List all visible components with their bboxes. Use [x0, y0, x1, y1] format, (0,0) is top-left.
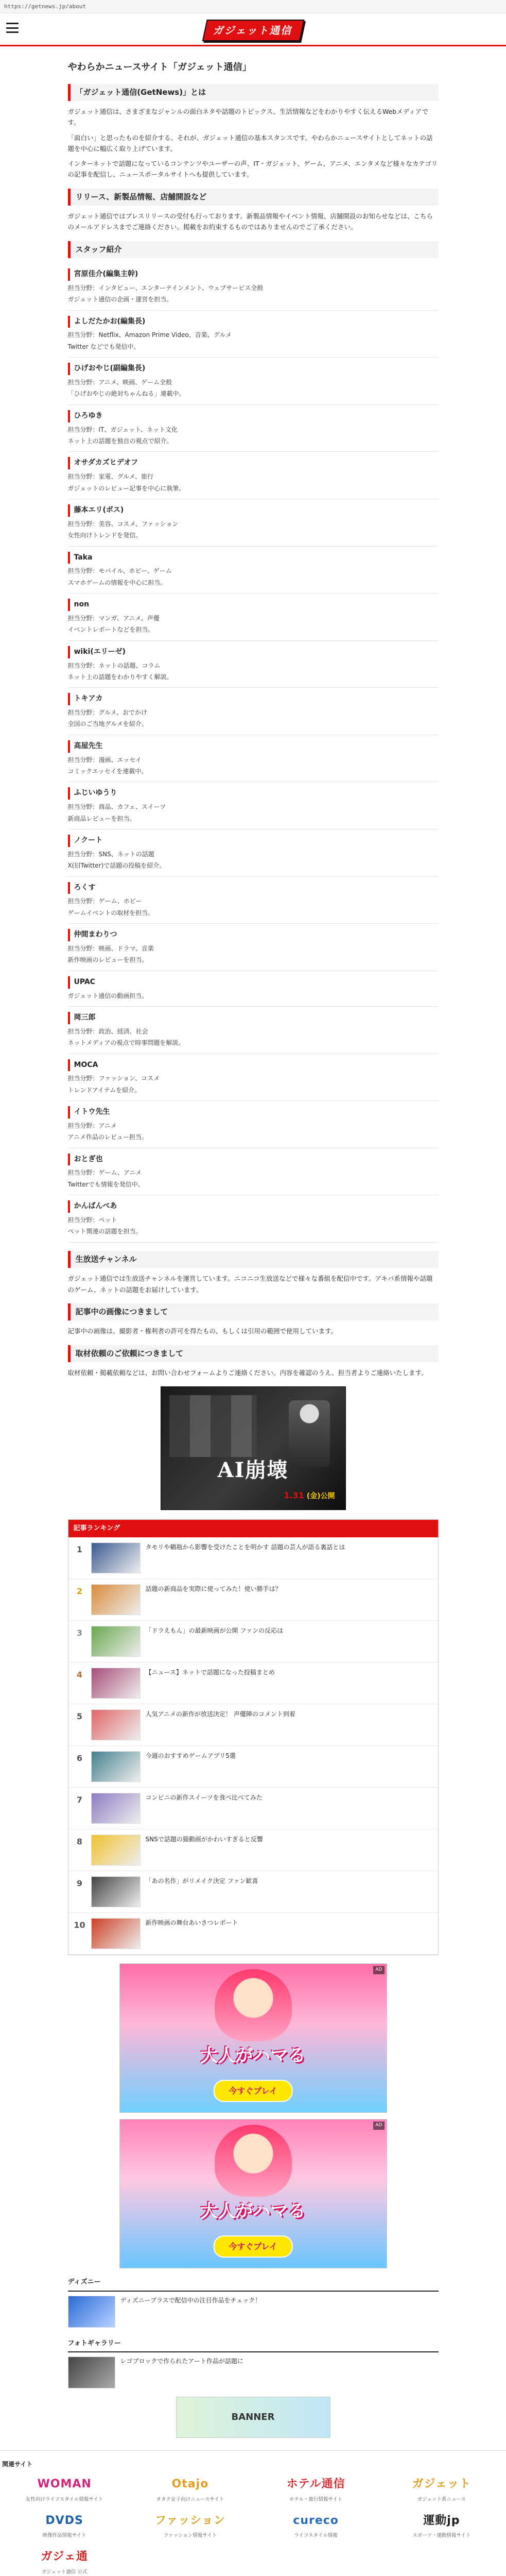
- ranking-number: 3: [76, 1628, 83, 1638]
- photo-gallery-item[interactable]: [68, 2357, 439, 2388]
- staff-description: 女性向けトレンドを発信。: [67, 532, 142, 539]
- staff-name[interactable]: おとぎ也: [68, 1154, 439, 1166]
- ranking-thumbnail: [91, 1835, 141, 1866]
- staff-name[interactable]: 高屋先生: [68, 740, 439, 753]
- staff-description: ペット関連の話題を担当。: [67, 1228, 142, 1235]
- ranking-thumbnail: [91, 1918, 141, 1949]
- staff-description: スマホゲームの情報を中心に担当。: [67, 579, 167, 586]
- ad-character-image: [215, 1969, 292, 2041]
- staff-description: ネット上の話題を独自の視点で紹介。: [67, 437, 173, 445]
- network-site-logo: 運動jp: [423, 2514, 460, 2527]
- staff-profile: [68, 263, 439, 311]
- network-site[interactable]: [6, 2511, 123, 2539]
- network-site[interactable]: [258, 2511, 374, 2539]
- staff-description: 担当分野：ゲーム、アニメ: [67, 1169, 142, 1177]
- staff-description: ガジェットのレビュー記事を中心に執筆。: [67, 484, 185, 492]
- ranking-title: 人気アニメの新作が放送決定！ 声優陣のコメント到着: [145, 1710, 295, 1718]
- ranking-title: 新作映画の舞台あいさつレポート: [145, 1919, 238, 1927]
- ranking-box: [68, 1519, 439, 1955]
- staff-name[interactable]: Taka: [68, 552, 439, 564]
- ranking-title: 今週のおすすめゲームアプリ5選: [145, 1752, 236, 1760]
- staff-profile: [68, 971, 439, 1007]
- ranking-number: 6: [76, 1753, 83, 1764]
- staff-name[interactable]: オサダカズヒデオフ: [68, 457, 439, 469]
- page-title: やわらかニュースサイト「ガジェット通信」: [67, 62, 252, 73]
- staff-description: 担当分野：ネットの話題、コラム: [67, 662, 161, 669]
- ranking-list: [68, 1537, 438, 1955]
- network-site-description: オタク女子向けニュースサイト: [156, 2497, 224, 2503]
- disney-heading: ディズニー: [68, 2275, 439, 2291]
- channel-paragraph: ガジェット通信では生放送チャンネルを運営しています。ニコニコ生放送などで様々な番組を配信中です。アキバ系情報や話題のゲーム、ネットの話題をお届けしています。: [67, 1275, 433, 1294]
- banner-date-suffix: (金)公開: [306, 1492, 335, 1500]
- about-paragraph: ガジェット通信は、さまざまなジャンルの面白ネタや話題のトピックス、生活情報などをわかりやすく伝えるWebメディアです。: [67, 108, 429, 127]
- staff-description: 担当分野：ペット: [67, 1216, 117, 1224]
- ranking-thumbnail: [91, 1626, 141, 1657]
- ranking-item[interactable]: [68, 1829, 438, 1871]
- banner-cast-image: [169, 1395, 257, 1457]
- photo-gallery-heading: フォトギャラリー: [68, 2336, 439, 2352]
- ranking-thumbnail: [91, 1668, 141, 1699]
- ranking-number: 10: [74, 1920, 85, 1930]
- network-grid: [0, 2475, 506, 2576]
- staff-name[interactable]: よしだたかお(編集長): [68, 316, 439, 328]
- staff-name[interactable]: 宮原佳介(編集主幹): [68, 268, 439, 281]
- network-site-description: 女性向けライフスタイル情報サイト: [26, 2497, 103, 2503]
- staff-profile: [68, 358, 439, 405]
- staff-profile: [68, 594, 439, 641]
- staff-name[interactable]: 仲間まわりつ: [68, 929, 439, 941]
- staff-profile: [68, 688, 439, 735]
- staff-description: 全国のご当地グルメを紹介。: [67, 720, 148, 728]
- ranking-item[interactable]: [68, 1746, 438, 1788]
- ad-label: AD: [373, 1966, 384, 1974]
- staff-description: コミックエッセイを連載中。: [67, 768, 148, 775]
- menu-icon[interactable]: [6, 23, 19, 33]
- network-site-logo: Otajo: [171, 2478, 209, 2491]
- staff-name[interactable]: non: [68, 599, 439, 611]
- staff-description: 担当分野：インタビュー、エンターテインメント、ウェブサービス全般: [67, 284, 264, 292]
- staff-description: 新商品レビューを担当。: [67, 815, 136, 822]
- staff-description: アニメ作品のレビュー担当。: [67, 1133, 148, 1141]
- ranking-number: 8: [76, 1837, 83, 1847]
- network-sites: [0, 2450, 506, 2576]
- network-site-description: ガジェット通信 公式: [41, 2569, 88, 2575]
- small-banner[interactable]: BANNER: [176, 2397, 330, 2438]
- section-images-heading: 記事中の画像につきまして: [68, 1303, 439, 1321]
- staff-description: Twitter などでも発信中。: [67, 343, 140, 350]
- staff-description: 「ひげおやじの絶対ちゃんねる」連載中。: [67, 390, 185, 398]
- disney-item-text: ディズニープラスで配信中の注目作品をチェック！: [120, 2296, 261, 2304]
- ad-cta-button[interactable]: 今すぐプレイ: [213, 2080, 293, 2102]
- staff-description: 担当分野：家電、グルメ、旅行: [67, 473, 154, 481]
- ranking-item[interactable]: [68, 1913, 438, 1955]
- ad-cta-button[interactable]: 今すぐプレイ: [213, 2235, 293, 2258]
- disney-item[interactable]: [68, 2296, 439, 2328]
- photo-gallery-thumbnail: [68, 2357, 115, 2388]
- ranking-number: 9: [76, 1878, 83, 1889]
- ranking-thumbnail: [91, 1793, 141, 1824]
- photo-gallery-box: [68, 2336, 439, 2388]
- network-site-logo: ガジェ通: [41, 2550, 88, 2563]
- ranking-title: タモリや鶴瓶から影響を受けたことを明かす 話題の芸人が語る裏話とは: [145, 1544, 345, 1551]
- ranking-thumbnail: [91, 1543, 141, 1573]
- staff-name[interactable]: MOCA: [68, 1059, 439, 1072]
- ranking-thumbnail: [91, 1876, 141, 1907]
- ranking-number: 1: [76, 1545, 83, 1555]
- network-site-description: 映像作品情報サイト: [42, 2533, 86, 2539]
- staff-description: 担当分野：映画、ドラマ、音楽: [67, 944, 154, 952]
- staff-name[interactable]: トキアカ: [68, 693, 439, 705]
- section-contact-heading: 取材依頼のご依頼につきまして: [68, 1345, 439, 1363]
- banner-title: AI崩壊: [217, 1458, 289, 1483]
- staff-name[interactable]: UPAC: [68, 976, 439, 989]
- images-paragraph: 記事中の画像は、撮影者・権利者の許可を得たもの、もしくは引用の範囲で使用しています。: [67, 1327, 338, 1335]
- staff-profile: [68, 641, 439, 688]
- staff-profile: [68, 405, 439, 452]
- staff-profile: [68, 499, 439, 547]
- ad-banner[interactable]: [119, 1963, 387, 2113]
- section-staff-heading: スタッフ紹介: [68, 241, 439, 259]
- ranking-title: コンビニの新作スイーツを食べ比べてみた: [145, 1794, 263, 1802]
- disney-thumbnail: [68, 2296, 115, 2328]
- ranking-title: 「あの名作」がリメイク決定 ファン歓喜: [145, 1877, 258, 1885]
- network-site[interactable]: [383, 2475, 500, 2503]
- staff-description: ゲームイベントの取材を担当。: [67, 909, 154, 917]
- staff-description: 担当分野：商品、カフェ、スイーツ: [67, 803, 166, 811]
- url-bar[interactable]: https://getnews.jp/about: [0, 0, 506, 13]
- ranking-number: 7: [76, 1795, 83, 1805]
- staff-profile: [68, 1195, 439, 1243]
- staff-name[interactable]: イトウ先生: [68, 1106, 439, 1118]
- network-site[interactable]: [6, 2475, 123, 2503]
- staff-profile: [68, 1101, 439, 1148]
- staff-description: X(旧Twitter)で話題の投稿を紹介。: [67, 862, 166, 870]
- ad-title: 大人がハマる: [200, 2045, 306, 2066]
- staff-profile: [68, 877, 439, 924]
- network-site[interactable]: [132, 2511, 248, 2539]
- network-site[interactable]: [383, 2511, 500, 2539]
- ranking-item[interactable]: [68, 1663, 438, 1704]
- staff-description: 担当分野：Netflix、Amazon Prime Video、音楽、グルメ: [67, 331, 232, 339]
- staff-profile: [68, 1054, 439, 1101]
- ranking-number: 5: [76, 1711, 83, 1722]
- ranking-number: 4: [76, 1670, 83, 1680]
- staff-profile: [68, 452, 439, 499]
- ranking-number: 2: [76, 1586, 83, 1597]
- ranking-title: 「ドラえもん」の最新映画が公開 ファンの反応は: [145, 1627, 284, 1635]
- network-site[interactable]: [132, 2475, 248, 2503]
- staff-name[interactable]: 岡三郎: [68, 1012, 439, 1024]
- ranking-item[interactable]: [68, 1579, 438, 1621]
- ranking-item[interactable]: [68, 1537, 438, 1579]
- staff-name[interactable]: 藤本エリ(ボス): [68, 504, 439, 517]
- ranking-item[interactable]: [68, 1621, 438, 1663]
- staff-name[interactable]: ろくす: [68, 882, 439, 894]
- staff-name[interactable]: ひげおやじ(副編集長): [68, 363, 439, 375]
- ranking-item[interactable]: [68, 1788, 438, 1829]
- banner-date: [284, 1488, 335, 1503]
- staff-description: 担当分野：美容、コスメ、ファッション: [67, 520, 179, 528]
- staff-description: 担当分野：SNS、ネットの話題: [67, 850, 154, 858]
- site-logo[interactable]: ガジェット通信: [202, 20, 304, 41]
- staff-profile: [68, 1007, 439, 1054]
- ranking-thumbnail: [91, 1584, 141, 1615]
- ad-title: 大人がハマる: [200, 2201, 306, 2222]
- disney-box: [68, 2275, 439, 2327]
- network-site[interactable]: [6, 2547, 123, 2576]
- network-site-description: ホテル・旅行情報サイト: [289, 2497, 343, 2503]
- network-site-logo: WOMAN: [37, 2478, 92, 2491]
- staff-name[interactable]: かんばんべあ: [68, 1200, 439, 1213]
- ad-label: AD: [373, 2122, 384, 2129]
- section-channel-heading: 生放送チャンネル: [68, 1251, 439, 1268]
- section-about-heading: 「ガジェット通信(GetNews)」とは: [68, 84, 439, 101]
- staff-name[interactable]: ノクート: [68, 835, 439, 847]
- network-site[interactable]: [258, 2475, 374, 2503]
- staff-description: 担当分野：アニメ: [67, 1122, 117, 1129]
- staff-description: 担当分野：マンガ、アニメ、声優: [67, 614, 160, 622]
- network-site-description: ガジェット系ニュース: [417, 2497, 466, 2503]
- network-site-description: ファッション情報サイト: [163, 2533, 217, 2539]
- about-paragraph: 「面白い」と思ったものを紹介する。それが、ガジェット通信の基本スタンスです。やわらかニュースサイトとしてネットの話題を中心に幅広く取り上げています。: [67, 133, 433, 152]
- main-content: [68, 46, 439, 2438]
- staff-description: 担当分野：アニメ、映画、ゲーム全般: [67, 379, 172, 386]
- ad-banner[interactable]: [119, 2119, 387, 2268]
- contact-paragraph: 取材依頼・掲載依頼などは、お問い合わせフォームよりご連絡ください。内容を確認のうえ、担当者よりご連絡いたします。: [67, 1369, 428, 1377]
- photo-gallery-item-text: レゴブロックで作られたアート作品が話題に: [120, 2357, 243, 2365]
- movie-banner[interactable]: [161, 1386, 346, 1510]
- network-site-logo: ファッション: [154, 2514, 225, 2527]
- staff-description: ガジェット通信の動画担当。: [67, 992, 148, 999]
- staff-description: 担当分野：モバイル、ホビー、ゲーム: [67, 567, 172, 575]
- staff-name[interactable]: ひろゆき: [68, 410, 439, 422]
- staff-profile: [68, 782, 439, 829]
- staff-description: 担当分野：グルメ、おでかけ: [67, 709, 147, 717]
- staff-description: 担当分野：漫画、エッセイ: [67, 756, 142, 764]
- staff-description: ネットメディアの視点で時事問題を解説。: [67, 1039, 185, 1047]
- banner-date-day: 1.31: [284, 1490, 304, 1500]
- network-site-logo: DVDS: [45, 2514, 83, 2527]
- ad-character-image: [215, 2125, 292, 2197]
- staff-description: Twitterでも情報を発信中。: [67, 1180, 144, 1188]
- ranking-thumbnail: [91, 1709, 141, 1740]
- staff-description: ネット上の話題をわかりやすく解説。: [67, 673, 173, 681]
- staff-profile: [68, 735, 439, 783]
- site-header: [0, 13, 506, 46]
- ranking-thumbnail: [91, 1751, 141, 1782]
- ranking-title: SNSで話題の猫動画がかわいすぎると反響: [145, 1836, 263, 1843]
- staff-profile: [68, 1148, 439, 1196]
- network-site-logo: ガジェット: [412, 2478, 472, 2491]
- staff-list: [68, 263, 439, 1243]
- staff-description: 担当分野：IT、ガジェット、ネット文化: [67, 426, 178, 433]
- ranking-title: 話題の新商品を実際に使ってみた！使い勝手は？: [145, 1585, 282, 1593]
- network-site-logo: cureco: [293, 2514, 339, 2527]
- staff-description: 新作映画のレビューを担当。: [67, 956, 148, 964]
- staff-profile: [68, 924, 439, 971]
- about-paragraph: インターネットで話題になっているコンテンツやユーザーの声、IT・ガジェット、ゲーム、アニメ、エンタメなど様々なカテゴリの記事を配信し、ニュースポータルサイトへも提供しています。: [67, 160, 438, 179]
- network-site-description: ライフスタイル情報: [294, 2533, 338, 2539]
- section-release-heading: リリース、新製品情報、店舗開設など: [68, 189, 439, 206]
- staff-description: イベントレポートなどを担当。: [67, 626, 154, 634]
- ranking-item[interactable]: [68, 1704, 438, 1746]
- staff-description: 担当分野：ファッション、コスメ: [67, 1075, 160, 1082]
- staff-name[interactable]: wiki(エリーゼ): [68, 646, 439, 658]
- network-site-description: スポーツ・運動情報サイト: [412, 2533, 471, 2539]
- network-site-logo: ホテル通信: [286, 2478, 345, 2491]
- staff-profile: [68, 311, 439, 358]
- staff-description: 担当分野：政治、経済、社会: [67, 1027, 148, 1035]
- ranking-title: 【ニュース】ネットで話題になった投稿まとめ: [145, 1669, 275, 1676]
- staff-profile: [68, 547, 439, 594]
- ranking-item[interactable]: [68, 1871, 438, 1913]
- release-paragraph: ガジェット通信ではプレスリリースの受付も行っております。新製品情報やイベント情報、店舗開設のお知らせなどは、こちらのメールアドレスまでご連絡ください。掲載をお約束するものではありませんのでご了承ください。: [67, 212, 433, 231]
- staff-profile: [68, 829, 439, 877]
- network-heading: 関連サイト: [2, 2460, 33, 2468]
- staff-description: ガジェット通信の企画・運営を担当。: [67, 296, 173, 303]
- staff-name[interactable]: ふじいゆうり: [68, 787, 439, 800]
- staff-description: 担当分野：ゲーム、ホビー: [67, 897, 142, 905]
- ranking-heading: 記事ランキング: [68, 1520, 438, 1537]
- staff-description: トレンドアイテムを紹介。: [67, 1086, 141, 1094]
